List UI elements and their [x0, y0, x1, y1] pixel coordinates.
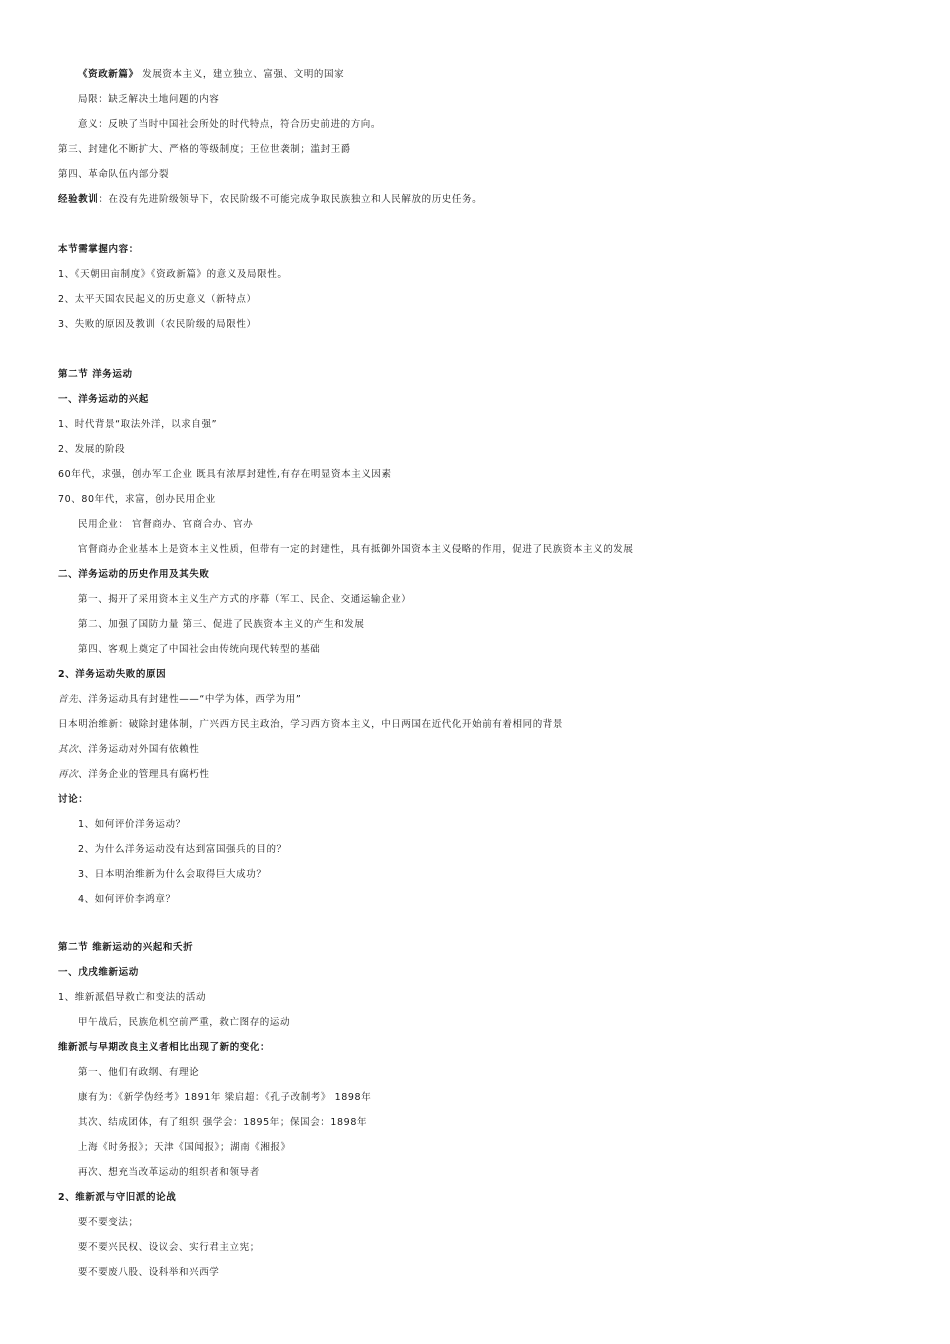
text-line [58, 991, 206, 1005]
text-line [58, 468, 392, 482]
text-segment: 60年代，求强，创办军工企业 既具有浓厚封建性,有存在明显资本主义因素 [58, 469, 392, 480]
text-segment: 康有为：《新学伪经考》1891年 梁启超：《孔子改制考》 1898年 [78, 1092, 372, 1103]
text-line [78, 818, 186, 832]
text-line [58, 768, 210, 782]
text-line [58, 493, 216, 507]
text-line [58, 168, 169, 182]
text-segment: 70、80年代，求富，创办民用企业 [58, 494, 216, 505]
text-segment: 第四、革命队伍内部分裂 [58, 169, 170, 180]
text-segment: 3、日本明治维新为什么会取得巨大成功？ [78, 869, 267, 880]
text-segment: 第一、揭开了采用资本主义生产方式的序幕（军工、民企、交通运输企业） [78, 594, 412, 605]
text-segment: 第四、客观上奠定了中国社会由传统向现代转型的基础 [78, 644, 321, 655]
text-line [78, 1141, 291, 1155]
text-segment: 局限：缺乏解决土地问题的内容 [78, 94, 220, 105]
text-segment: 讨论： [58, 794, 89, 805]
text-segment: 要不要兴民权、设议会、实行君主立宪； [78, 1242, 260, 1253]
text-segment: 要不要废八股、设科举和兴西学 [78, 1267, 220, 1278]
text-line [58, 368, 133, 382]
text-line [78, 118, 381, 132]
text-segment: 发展资本主义，建立独立、富强、文明的国家 [138, 69, 345, 80]
text-line [78, 893, 176, 907]
text-segment: 第三、封建化不断扩大、严格的等级制度；王位世袭制；滥封王爵 [58, 144, 351, 155]
text-line [58, 243, 139, 257]
text-line [58, 941, 193, 955]
text-line [78, 1166, 260, 1180]
text-segment: 、洋务运动具有封建性——“中学为体，西学为用” [78, 694, 302, 705]
text-segment: 官督商办企业基本上是资本主义性质，但带有一定的封建性，具有抵御外国资本主义侵略的作用，促进了民族资本主义的发展 [78, 544, 634, 555]
text-line [58, 568, 210, 582]
text-segment: 一、戊戌维新运动 [58, 967, 139, 978]
text-line [78, 1091, 371, 1105]
text-line [58, 966, 139, 980]
text-line [78, 593, 411, 607]
text-line [58, 418, 217, 432]
text-segment: 2、洋务运动失败的原因 [58, 669, 167, 680]
text-segment: 二、洋务运动的历史作用及其失败 [58, 569, 210, 580]
text-segment: 第一、他们有政纲、有理论 [78, 1067, 200, 1078]
text-segment: 日本明治维新：破除封建体制，广兴西方民主政治，学习西方资本主义，中日两国在近代化开始前有着相同的背景 [58, 719, 564, 730]
text-segment: 再次 [58, 769, 79, 780]
text-line [58, 443, 125, 457]
text-line [78, 518, 253, 532]
text-segment: 2、太平天国农民起义的历史意义（新特点） [58, 294, 257, 305]
text-line [78, 1066, 199, 1080]
text-line [78, 1266, 219, 1280]
text-line [78, 68, 344, 82]
text-segment: 第二节 洋务运动 [58, 369, 133, 380]
text-segment: 再次、想充当改革运动的组织者和领导者 [78, 1167, 260, 1178]
text-line [58, 793, 88, 807]
text-line [58, 143, 351, 157]
text-segment: 第二、加强了国防力量 第三、促进了民族资本主义的产生和发展 [78, 619, 365, 630]
text-line [58, 743, 199, 757]
text-line [58, 193, 482, 207]
text-segment: 首先 [58, 694, 79, 705]
text-line [78, 543, 634, 557]
text-segment: 其次 [58, 744, 79, 755]
text-segment: 2、为什么洋务运动没有达到富国强兵的目的？ [78, 844, 287, 855]
text-line [58, 293, 257, 307]
text-segment: 上海《时务报》；天津《国闻报》；湖南《湘报》 [78, 1142, 291, 1153]
text-segment: ：在没有先进阶级领导下，农民阶级不可能完成争取民族独立和人民解放的历史任务。 [98, 194, 483, 205]
text-segment: 2、发展的阶段 [58, 444, 126, 455]
text-line [58, 693, 301, 707]
text-segment: 3、失败的原因及教训（农民阶级的局限性） [58, 319, 257, 330]
text-segment: 其次、结成团体，有了组织 强学会：1895年；保国会：1898年 [78, 1117, 368, 1128]
text-line [78, 1216, 139, 1230]
text-segment: 本节需掌握内容： [58, 244, 139, 255]
text-line [78, 843, 287, 857]
text-line [78, 1116, 367, 1130]
text-segment: 4、如何评价李鸿章？ [78, 894, 176, 905]
text-line [78, 618, 364, 632]
text-line [78, 93, 219, 107]
text-segment: 民用企业： 官督商办、官商合办、官办 [78, 519, 254, 530]
text-segment: 、洋务企业的管理具有腐朽性 [78, 769, 210, 780]
text-segment: 维新派与早期改良主义者相比出现了新的变化： [58, 1042, 271, 1053]
text-line [58, 318, 257, 332]
text-line [78, 1241, 260, 1255]
text-line [58, 718, 563, 732]
text-segment: 意义：反映了当时中国社会所处的时代特点，符合历史前进的方向。 [78, 119, 382, 130]
text-segment: 经验教训 [58, 194, 99, 205]
text-line [58, 1191, 176, 1205]
text-line [58, 668, 166, 682]
text-segment: 1、《天朝田亩制度》《资政新篇》的意义及局限性。 [58, 269, 288, 280]
text-segment: 2、维新派与守旧派的论战 [58, 1192, 177, 1203]
text-segment: 1、时代背景“取法外洋，以求自强” [58, 419, 218, 430]
text-segment: 一、洋务运动的兴起 [58, 394, 149, 405]
text-segment: 第二节 维新运动的兴起和夭折 [58, 942, 194, 953]
text-segment: 1、如何评价洋务运动？ [78, 819, 186, 830]
text-line [58, 1041, 270, 1055]
text-line [78, 1016, 290, 1030]
text-segment: 要不要变法； [78, 1217, 139, 1228]
text-segment: 、洋务运动对外国有依赖性 [78, 744, 200, 755]
text-segment: 《资政新篇》 [78, 69, 139, 80]
text-line [78, 643, 320, 657]
text-line [58, 393, 149, 407]
text-segment: 甲午战后，民族危机空前严重，救亡图存的运动 [78, 1017, 291, 1028]
text-line [78, 868, 266, 882]
text-line [58, 268, 287, 282]
text-segment: 1、维新派倡导救亡和变法的活动 [58, 992, 207, 1003]
